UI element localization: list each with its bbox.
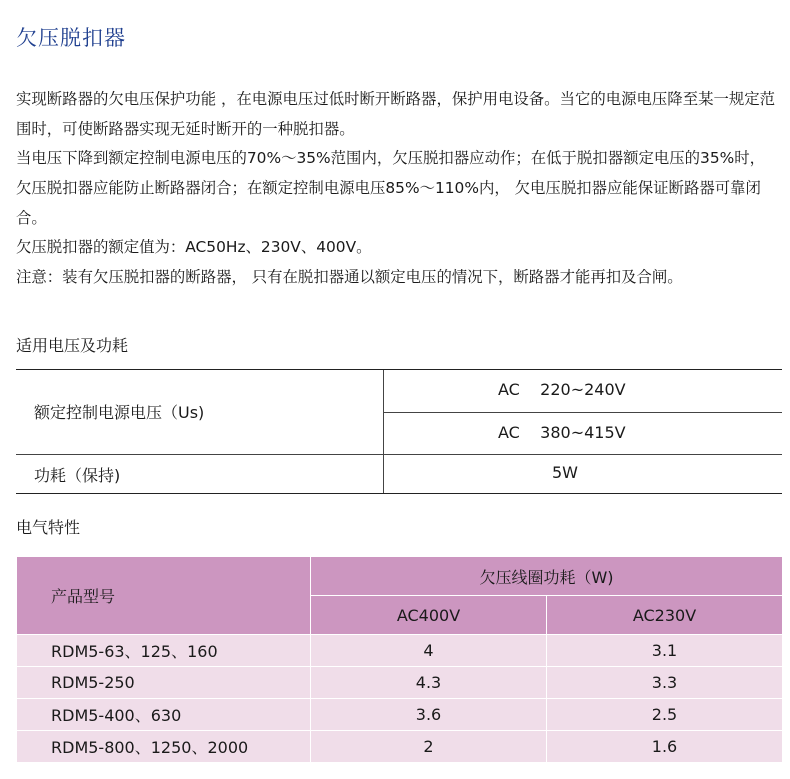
paragraph-rating: 欠压脱扣器的额定值为：AC50Hz、230V、400V。 bbox=[16, 238, 372, 256]
paragraph-notice: 注意：装有欠压脱扣器的断路器， 只有在脱扣器通以额定电压的情况下，断路器才能再扣及合闸。 bbox=[16, 268, 683, 286]
section-heading-electrical: 电气特性 bbox=[16, 518, 81, 537]
voltage-power-table bbox=[16, 369, 782, 494]
ac230-cell: 2.5 bbox=[547, 699, 783, 731]
model-cell: RDM5-800、1250、2000 bbox=[17, 731, 311, 763]
table-divider bbox=[383, 370, 384, 493]
ac400-cell: 2 bbox=[311, 731, 547, 763]
ac230-cell: 3.3 bbox=[547, 667, 783, 699]
ac230-cell: 3.1 bbox=[547, 635, 783, 667]
table-divider bbox=[16, 454, 782, 455]
paragraph-function: 实现断路器的欠电压保护功能 ，在电源电压过低时断开断路器，保护用电设备。当它的电源电压降至某一规定范围时，可使断路器实现无延时断开的一种脱扣器。 bbox=[16, 90, 776, 138]
page-title: 欠压脱扣器 bbox=[16, 26, 126, 50]
power-label: 功耗（保持) bbox=[34, 466, 121, 485]
table-row bbox=[17, 699, 783, 731]
voltage-value-380: AC 380~415V bbox=[498, 423, 626, 442]
electrical-characteristics-table bbox=[16, 556, 783, 763]
header-coil-power: 欠压线圈功耗（W) bbox=[311, 557, 783, 596]
table-row bbox=[17, 667, 783, 699]
voltage-value-220: AC 220~240V bbox=[498, 380, 626, 399]
section-heading-voltage: 适用电压及功耗 bbox=[16, 336, 129, 355]
header-ac400v: AC400V bbox=[311, 596, 547, 635]
rated-voltage-label: 额定控制电源电压（Us) bbox=[34, 403, 205, 422]
ac230-cell: 1.6 bbox=[547, 731, 783, 763]
header-model: 产品型号 bbox=[17, 557, 311, 635]
ac400-cell: 4 bbox=[311, 635, 547, 667]
header-ac230v: AC230V bbox=[547, 596, 783, 635]
table-row bbox=[17, 731, 783, 763]
model-cell: RDM5-63、125、160 bbox=[17, 635, 311, 667]
table-divider bbox=[383, 412, 782, 413]
ac400-cell: 3.6 bbox=[311, 699, 547, 731]
ac400-cell: 4.3 bbox=[311, 667, 547, 699]
table-row bbox=[17, 635, 783, 667]
model-cell: RDM5-400、630 bbox=[17, 699, 311, 731]
power-value: 5W bbox=[552, 463, 578, 482]
model-cell: RDM5-250 bbox=[17, 667, 311, 699]
paragraph-operation: 当电压下降到额定控制电源电压的70%～35%范围内，欠压脱扣器应动作；在低于脱扣器额定电压的35%时， 欠压脱扣器应能防止断路器闭合；在额定控制电源电压85%～110%内， 欠电压脱扣器应能保证断路器可靠闭合。 bbox=[16, 149, 766, 227]
